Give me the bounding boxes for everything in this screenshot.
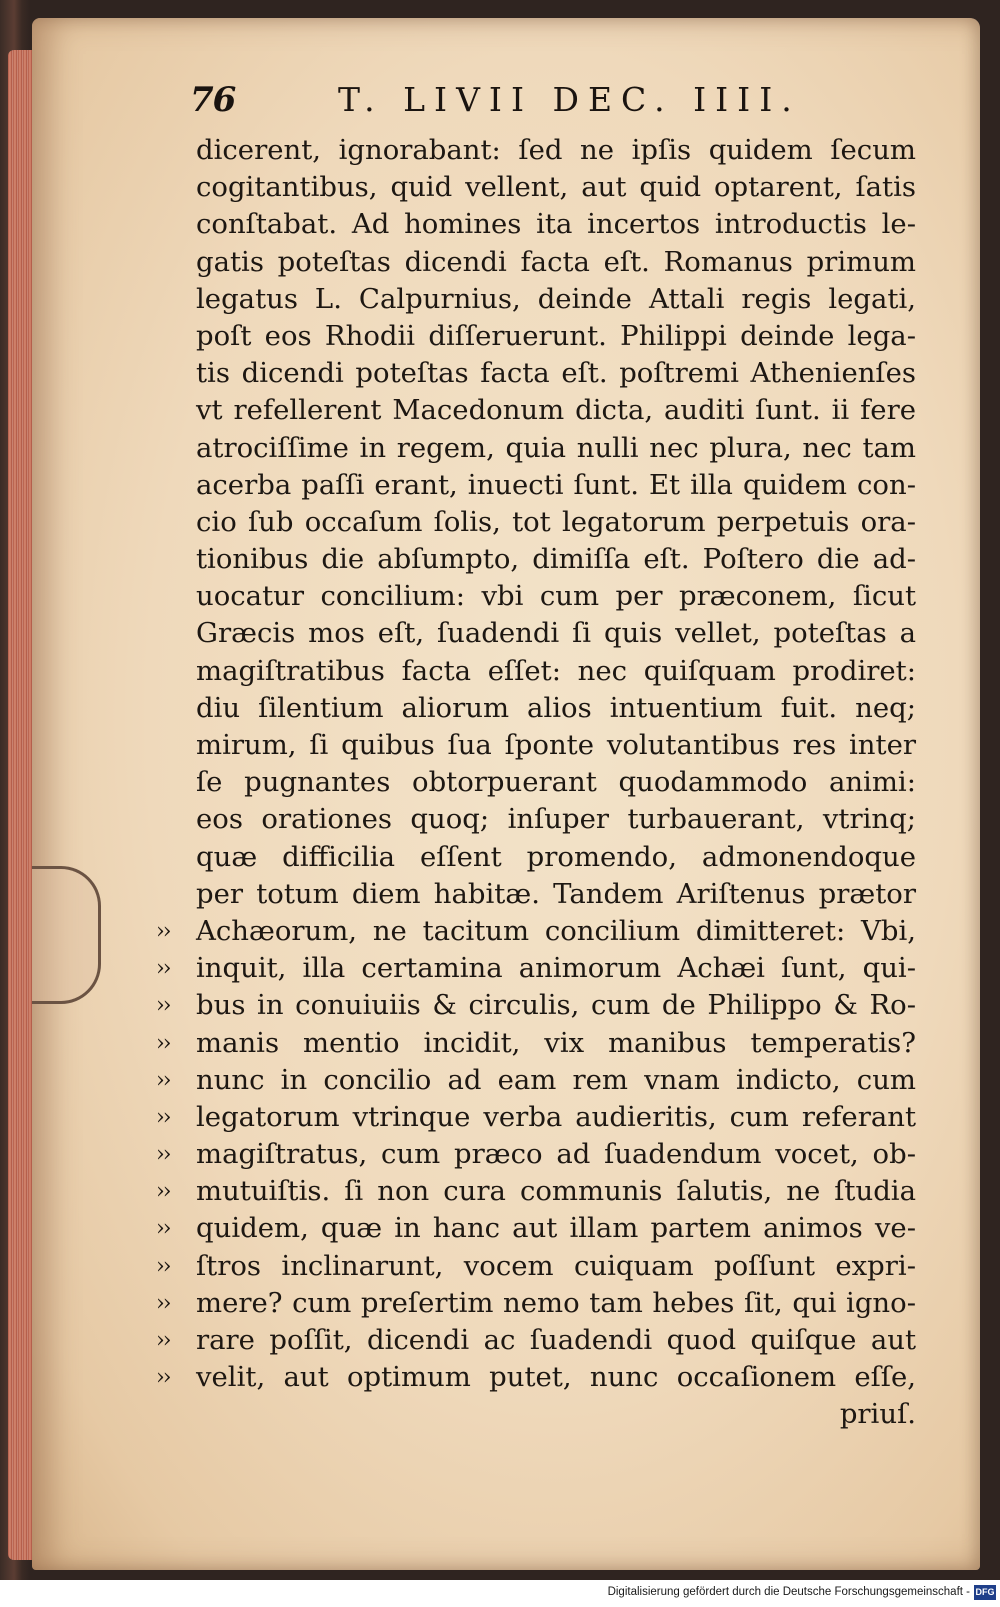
line-text: legatus L. Calpurnius, deinde Attali regis legati, bbox=[196, 282, 916, 315]
line-text: ſe pugnantes obtorpuerant quodammodo animi: bbox=[196, 766, 916, 799]
line-text: per totum diem habitæ. Tandem Ariſtenus prætor bbox=[196, 877, 916, 910]
running-title: T. LIVII DEC. IIII. bbox=[338, 80, 801, 119]
quotation-mark: ›› bbox=[156, 1216, 170, 1242]
text-line bbox=[196, 169, 916, 206]
text-line bbox=[196, 876, 916, 913]
line-text: tis dicendi poteſtas facta eſt. poſtremi Athenienſes bbox=[196, 357, 916, 390]
quotation-mark: ›› bbox=[156, 1328, 170, 1353]
line-text: Græcis mos eſt, ſuadendi ſi quis vellet, poteſtas a bbox=[196, 617, 916, 650]
line-text: uocatur concilium: vbi cum per præconem, ſicut bbox=[196, 580, 916, 613]
quotation-mark: ›› bbox=[156, 1104, 170, 1130]
body-text bbox=[156, 132, 916, 1434]
quotation-mark: ›› bbox=[156, 993, 170, 1019]
line-text: quæ difficilia eſſent promendo, admonendoque bbox=[196, 840, 916, 873]
text-line bbox=[156, 1062, 916, 1099]
text-line bbox=[156, 1025, 916, 1062]
line-text: legatorum vtrinque verba audieritis, cum referant bbox=[196, 1100, 916, 1133]
text-line bbox=[156, 950, 916, 987]
line-text: inquit, illa certamina animorum Achæi ſunt, qui- bbox=[196, 952, 916, 985]
line-text: dicerent, ignorabant: ſed ne ipſis quidem ſecum bbox=[196, 134, 916, 166]
catchword: priuſ. bbox=[839, 1398, 916, 1431]
line-text: atrociſſime in regem, quia nulli nec plura, nec tam bbox=[196, 431, 916, 464]
line-text: quidem, quæ in hanc aut illam partem animos ve- bbox=[196, 1212, 916, 1245]
line-text: manis mentio incidit, vix manibus temperatis? bbox=[196, 1026, 916, 1059]
text-line bbox=[196, 430, 916, 467]
page-header bbox=[190, 80, 910, 120]
quotation-mark: ›› bbox=[156, 1179, 170, 1205]
line-text: rare poſſit, dicendi ac ſuadendi quod quiſque aut bbox=[196, 1324, 916, 1356]
text-line bbox=[196, 578, 916, 615]
line-text: acerba paſſi erant, inuecti ſunt. Et illa quidem con- bbox=[196, 468, 916, 501]
text-line bbox=[156, 987, 916, 1024]
text-line bbox=[156, 1248, 916, 1285]
line-text: mutuiſtis. ſi non cura communis ſalutis, ne ſtudia bbox=[196, 1175, 916, 1208]
text-line bbox=[156, 1099, 916, 1136]
line-text: magiſtratus, cum præco ad ſuadendum vocet, ob- bbox=[196, 1138, 916, 1171]
line-text: nunc in concilio ad eam rem vnam indicto, cum bbox=[196, 1063, 916, 1096]
text-line bbox=[196, 504, 916, 541]
page-number: 76 bbox=[190, 80, 236, 120]
text-line bbox=[156, 1322, 916, 1359]
line-text: poſt eos Rhodii diſſeruerunt. Philippi deinde lega- bbox=[196, 319, 916, 352]
line-text: Achæorum, ne tacitum concilium dimitteret: Vbi, bbox=[196, 914, 916, 947]
quotation-mark: ›› bbox=[156, 956, 170, 982]
text-line bbox=[156, 1210, 916, 1247]
text-line bbox=[156, 1285, 916, 1322]
quotation-mark: ›› bbox=[156, 1030, 170, 1056]
text-line bbox=[156, 913, 916, 950]
line-text: ſtros inclinarunt, vocem cuiquam poſſunt expri- bbox=[196, 1249, 916, 1282]
text-line bbox=[196, 727, 916, 764]
clasp-loop bbox=[32, 866, 101, 1004]
text-line bbox=[196, 653, 916, 690]
line-text: diu ſilentium aliorum alios intuentium fuit. neq; bbox=[196, 691, 916, 724]
line-text: tionibus die abſumpto, dimiſſa eſt. Poſtero die ad- bbox=[196, 543, 916, 576]
text-line bbox=[156, 1136, 916, 1173]
line-text: gatis poteſtas dicendi facta eſt. Romanus primum bbox=[196, 245, 916, 278]
quotation-mark: ›› bbox=[156, 1142, 170, 1168]
text-line bbox=[196, 392, 916, 429]
dfg-logo-icon: DFG bbox=[974, 1585, 996, 1600]
text-line bbox=[196, 467, 916, 504]
line-text: conſtabat. Ad homines ita incertos introductis le- bbox=[196, 208, 916, 241]
line-text: velit, aut optimum putet, nunc occaſionem eſſe, bbox=[196, 1361, 916, 1394]
text-line bbox=[196, 541, 916, 578]
line-text: mirum, ſi quibus ſua ſponte volutantibus res inter bbox=[196, 729, 916, 761]
text-line bbox=[196, 801, 916, 838]
footer-bar bbox=[0, 1580, 1000, 1607]
text-line bbox=[156, 1359, 916, 1396]
quotation-mark: ›› bbox=[156, 1067, 170, 1093]
text-line bbox=[196, 764, 916, 801]
text-line bbox=[196, 615, 916, 652]
text-line bbox=[156, 1173, 916, 1210]
text-line bbox=[196, 206, 916, 243]
text-line bbox=[196, 318, 916, 355]
line-text: mere? cum preſertim nemo tam hebes ſit, qui igno- bbox=[196, 1286, 916, 1319]
text-line bbox=[196, 281, 916, 318]
quotation-mark: ›› bbox=[156, 1365, 170, 1391]
text-line bbox=[196, 839, 916, 876]
line-text: cogitantibus, quid vellent, aut quid optarent, ſatis bbox=[196, 171, 916, 204]
text-line bbox=[196, 355, 916, 392]
quotation-mark: ›› bbox=[156, 918, 170, 944]
line-text: eos orationes quoq; inſuper turbauerant, vtrinq; bbox=[196, 803, 916, 836]
footer-credit: Digitalisierung gefördert durch die Deutsche Forschungsgemeinschaft - bbox=[607, 1586, 970, 1598]
line-text: cio ſub occaſum ſolis, tot legatorum perpetuis ora- bbox=[196, 505, 916, 538]
text-line bbox=[196, 132, 916, 169]
quotation-mark: ›› bbox=[156, 1290, 170, 1316]
line-text: bus in conuiuiis & circulis, cum de Philippo & Ro- bbox=[196, 989, 916, 1022]
line-text: magiſtratibus facta eſſet: nec quiſquam prodiret: bbox=[196, 654, 916, 687]
line-text: vt refellerent Macedonum dicta, auditi ſunt. ii fere bbox=[196, 394, 916, 427]
text-line bbox=[196, 690, 916, 727]
quotation-mark: ›› bbox=[156, 1253, 170, 1279]
text-line bbox=[196, 244, 916, 281]
